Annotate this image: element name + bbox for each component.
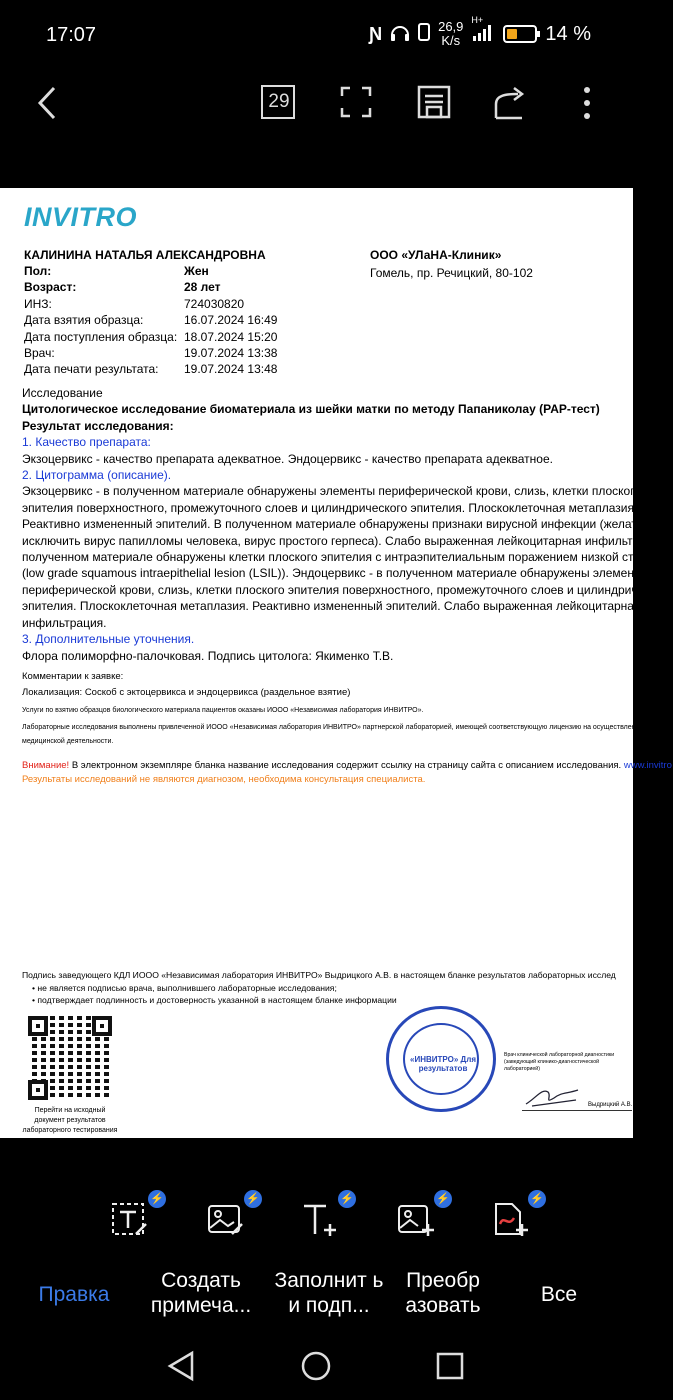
add-image-icon[interactable] [396,1193,450,1240]
more-icon[interactable] [568,84,606,122]
invitro-link[interactable]: www.invitro [623,759,672,771]
signature-line: Подпись заведующего КДЛ ИООО «Независимая лаборатория ИНВИТРО» Выдрицкого А.В. в настоящем бланке результатов лабораторных исслед [22,970,616,980]
warning-line: Внимание! В электронном экземпляре бланка название исследования содержит ссылку на страницу сайта с описанием исследования. www.invitro [22,759,672,771]
lab-note: медицинской деятельности. [22,737,114,745]
warning-word: Внимание! [22,759,70,771]
disclaimer: Результаты исследований не являются диагнозом, необходима консультация специалиста. [22,773,426,785]
doctor-name: Выдрицкий А.В. [588,1102,633,1108]
status-bar [0,0,633,70]
clinic-address: Гомель, пр. Речицкий, 80-102 [370,266,533,280]
signature-bullet: • подтверждает подлинность и достоверность указанной в настоящем бланке информации [32,995,397,1005]
page-count-icon[interactable] [260,84,298,122]
tab-all[interactable]: Все [540,1283,578,1306]
cytogram-line: исключить вирус папилломы человека, вирус простого герпеса). Слабо выраженная лейкоцитарная инфильтрация. [22,533,670,548]
study-label: Исследование [22,386,103,400]
edit-tools-bar [0,1160,633,1260]
signal-icon: H+ [471,23,495,46]
document-page[interactable] [0,188,673,1138]
data-clip-icon [418,22,430,47]
status-icons [369,14,591,48]
comment-line: Локализация: Соскоб с эктоцервикса и эндоцервикса (раздельное взятие) [22,686,351,698]
cytogram-line: (low grade squamous intraepithelial lesion (LSIL)). Эндоцервикс - в полученном материале обнаружены элементы [22,566,649,581]
tab-convert[interactable]: Преобр азовать [405,1269,481,1317]
field-row: ИНЗ: 724030820 [24,296,245,311]
field-row: Дата взятия образца: 16.07.2024 16:49 [24,313,278,328]
cytogram-line: эпителия. Плоскоклеточная метаплазия. Реактивно измененный эпителий. Слабо выраженная лейкоцитарная [22,599,641,614]
pro-badge-icon: ⚡ [148,1190,166,1208]
qr-caption: Перейти на исходный документ результатов лабораторного тестирования [22,1107,118,1134]
battery-percent: 14 % [545,22,591,45]
qr-code[interactable] [28,1016,112,1100]
patient-fields [24,263,278,378]
sign-document-icon[interactable] [490,1193,544,1240]
comments-label: Комментарии к заявке: [22,670,124,682]
nav-recents-icon[interactable] [436,1352,464,1385]
share-icon[interactable] [492,84,530,122]
headphones-icon [390,23,410,46]
cytogram-line: инфильтрация. [22,615,107,630]
pro-badge-icon: ⚡ [338,1190,356,1208]
signature-rule [522,1110,632,1111]
pro-badge-icon: ⚡ [528,1190,546,1208]
clinic-name: ООО «УЛаНА-Клиник» [370,248,502,262]
pro-badge-icon: ⚡ [244,1190,262,1208]
section-extra-line: Флора полиморфно-палочковая. Подпись цитолога: Якименко Т.В. [22,648,394,663]
system-nav-bar [0,1342,633,1400]
field-row: Дата печати результата: 19.07.2024 13:48 [24,362,278,377]
field-row: Пол: Жен [24,264,209,278]
cytogram-line: Экзоцервикс - в полученном материале обнаружены элементы периферической крови, слизь, клетки плоского [22,484,641,499]
tab-create-note[interactable]: Создать примеча... [150,1269,252,1317]
field-row: Дата поступления образца: 18.07.2024 15:20 [24,329,278,344]
patient-name: КАЛИНИНА НАТАЛЬЯ АЛЕКСАНДРОВНА [24,248,266,262]
network-speed: 26,9 K/s [438,19,464,48]
section-quality-title: 1. Качество препарата: [22,435,151,450]
service-note: Услуги по взятию образцов биологического материала пациентов оказаны ИООО «Независимая лаборатория ИНВИТРО». [22,706,424,714]
edit-image-icon[interactable] [206,1193,260,1240]
tab-fill-sign[interactable]: Заполнит ь и подп... [274,1269,384,1317]
field-row: Возраст: 28 лет [24,280,221,295]
lab-note: Лабораторные исследования выполнены привлеченной ИООО «Независимая лаборатория ИНВИТРО» партнерской лабораторией, имеющей соответствующую лицензию на осуществление [22,723,644,731]
cytogram-line: Реактивно измененный эпителий. В полученном материале обнаружены признаки вирусной инфекции (желательно [22,517,670,532]
battery-icon [503,25,537,43]
status-time: 17:07 [46,24,97,46]
section-extra-title: 3. Дополнительные уточнения. [22,632,195,647]
fullscreen-icon[interactable] [338,84,376,122]
cytogram-line: эпителия поверхностного, промежуточного слоев и цилиндрического эпителия. Плоскоклеточная метаплазия. [22,500,638,515]
pro-badge-icon: ⚡ [434,1190,452,1208]
back-icon[interactable] [30,84,68,122]
lab-stamp: «ИНВИТРО» Для результатов [386,1006,496,1112]
page-count: 29 [268,91,290,112]
mode-tabs [0,1262,633,1342]
tab-edit[interactable]: Правка [38,1283,110,1306]
signature-bullet: • не является подписью врача, выполнившего лабораторные исследования; [32,983,337,993]
cytogram-line: полученном материале обнаружены клетки плоского эпителия с интраэпителиальным поражением низкой степени [22,550,667,565]
doctor-title: Врач клинической лабораторной диагностики (заведующий клинико-диагностической лабораторией) [504,1052,615,1072]
result-body [22,385,673,787]
section-quality-line: Экзоцервикс - качество препарата адекватное. Эндоцервикс - качество препарата адекватное. [22,451,553,466]
save-icon[interactable] [416,84,454,122]
edit-text-icon[interactable] [110,1193,164,1240]
section-cytogram-title: 2. Цитограмма (описание). [22,468,172,483]
study-title[interactable]: Цитологическое исследование биоматериала из шейки матки по методу Папаниколау (PAP-тест) [22,402,600,417]
cytogram-line: периферической крови, слизь, клетки плоского эпителия поверхностного, промежуточного слоев и цилиндрического [22,582,673,597]
nav-home-icon[interactable] [300,1350,332,1387]
invitro-logo: INVITRO [24,202,138,232]
nfc-icon: Ɲ [369,23,383,44]
result-label: Результат исследования: [22,418,174,433]
field-row: Врач: 19.07.2024 13:38 [24,345,278,360]
add-text-icon[interactable] [300,1193,354,1240]
viewer-toolbar [0,70,633,150]
nav-back-icon[interactable] [166,1350,196,1387]
